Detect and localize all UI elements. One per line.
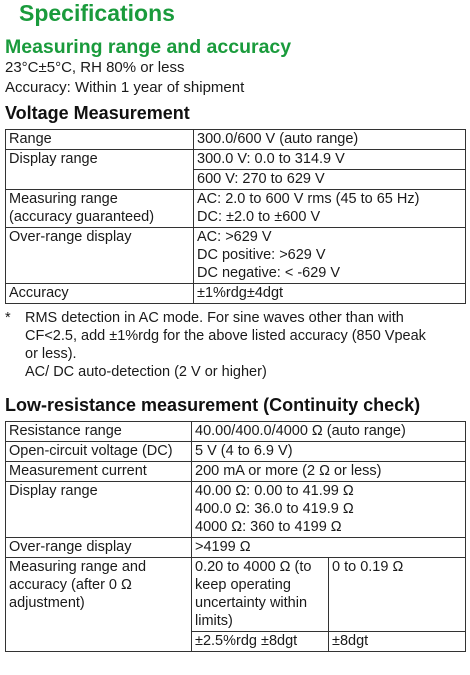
table-row (6, 284, 466, 304)
table-row (6, 190, 466, 228)
row-label: Over-range display (6, 228, 194, 284)
range-cell: 0 to 0.19 Ω (329, 558, 466, 632)
value-line: DC negative: < -629 V (197, 265, 341, 281)
footnote-line: AC/ DC auto-detection (2 V or higher) (25, 364, 267, 380)
label-line: accuracy (after 0 Ω (9, 577, 132, 593)
value-line: AC: >629 V (197, 229, 272, 245)
resistance-heading: Low-resistance measurement (Continuity check) (5, 395, 421, 415)
value-line: 0.20 to 4000 Ω (to (195, 559, 312, 575)
voltage-heading: Voltage Measurement (5, 103, 190, 123)
table-row (6, 150, 466, 170)
row-value: 40.00/400.0/4000 Ω (auto range) (192, 422, 466, 442)
row-value (194, 228, 466, 284)
row-value: 300.0/600 V (auto range) (194, 130, 466, 150)
accuracy-period-text: Accuracy: Within 1 year of shipment (5, 79, 245, 96)
range-accuracy-heading: Measuring range and accuracy (5, 36, 292, 58)
row-value: >4199 Ω (192, 538, 466, 558)
label-line: Measuring range (9, 191, 118, 207)
table-row (6, 130, 466, 150)
accuracy-cell: ±8dgt (329, 632, 466, 652)
label-line: Measuring range and (9, 559, 147, 575)
value-line: 4000 Ω: 360 to 4199 Ω (195, 519, 342, 535)
footnote-line: RMS detection in AC mode. For sine waves other than with (25, 310, 404, 326)
voltage-table (5, 129, 466, 304)
table-row (6, 462, 466, 482)
footnote-line: CF<2.5, add ±1%rdg for the above listed accuracy (850 Vpeak (25, 328, 426, 344)
table-row (6, 228, 466, 284)
table-row (6, 442, 466, 462)
value-line: 40.00 Ω: 0.00 to 41.99 Ω (195, 483, 354, 499)
value-line: uncertainty within (195, 595, 308, 611)
row-value (194, 190, 466, 228)
row-value: 200 mA or more (2 Ω or less) (192, 462, 466, 482)
row-value: ±1%rdg±4dgt (194, 284, 466, 304)
table-row (6, 558, 466, 632)
row-value (192, 482, 466, 538)
page-title: Specifications (19, 0, 175, 26)
value-line: DC positive: >629 V (197, 247, 326, 263)
footnote-mark: * (5, 310, 11, 326)
resistance-table (5, 421, 466, 652)
footnote-line: or less). (25, 346, 77, 362)
accuracy-cell: ±2.5%rdg ±8dgt (192, 632, 329, 652)
row-label: Measurement current (6, 462, 192, 482)
table-row (6, 482, 466, 538)
value-line: 400.0 Ω: 36.0 to 419.9 Ω (195, 501, 354, 517)
value-line: limits) (195, 613, 233, 629)
value-line: keep operating (195, 577, 291, 593)
table-row (6, 422, 466, 442)
row-label: Display range (6, 150, 194, 190)
label-line: (accuracy guaranteed) (9, 209, 155, 225)
row-value: 600 V: 270 to 629 V (194, 170, 466, 190)
row-label (6, 558, 192, 652)
row-label: Resistance range (6, 422, 192, 442)
label-line: adjustment) (9, 595, 85, 611)
range-cell (192, 558, 329, 632)
voltage-footnote (5, 309, 470, 381)
conditions-text: 23°C±5°C, RH 80% or less (5, 59, 185, 76)
value-line: DC: ±2.0 to ±600 V (197, 209, 321, 225)
value-line: AC: 2.0 to 600 V rms (45 to 65 Hz) (197, 191, 420, 207)
row-label: Display range (6, 482, 192, 538)
row-label: Over-range display (6, 538, 192, 558)
row-label: Range (6, 130, 194, 150)
row-value: 5 V (4 to 6.9 V) (192, 442, 466, 462)
row-label: Open-circuit voltage (DC) (6, 442, 192, 462)
row-label: Accuracy (6, 284, 194, 304)
table-row (6, 538, 466, 558)
row-value: 300.0 V: 0.0 to 314.9 V (194, 150, 466, 170)
row-label (6, 190, 194, 228)
